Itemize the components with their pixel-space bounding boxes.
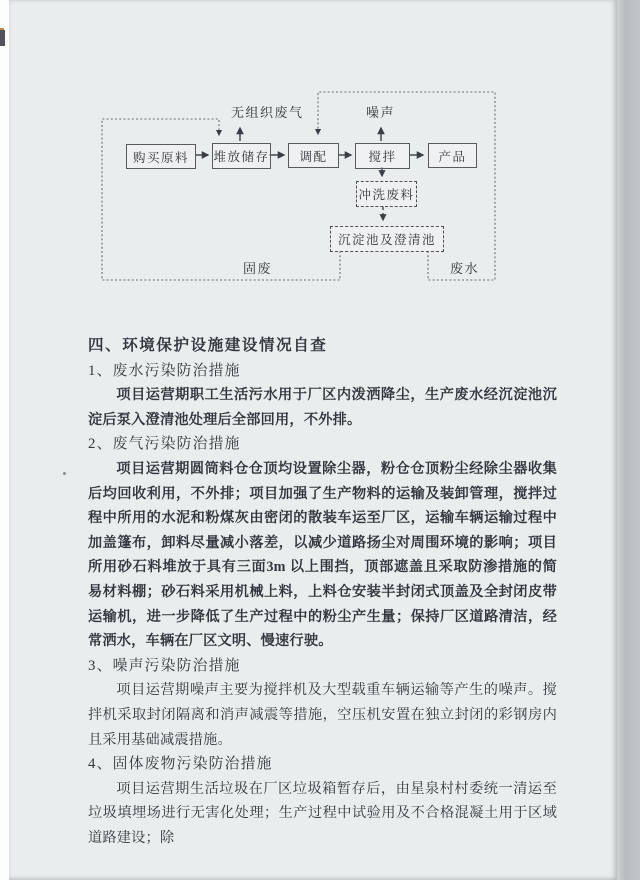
flow-box-product-label: 产品 <box>438 149 467 164</box>
subsection-1-body: 项目运营期职工生活污水用于厂区内泼洒降尘，生产废水经沉淀池沉淀后泵入澄清池处理后全部回用，不外排。 <box>88 387 557 428</box>
flow-box-product <box>428 143 477 168</box>
subsection-2-title: 2、废气污染防治措施 <box>88 436 241 453</box>
subsection-4-title: 4、固体废物污染防治措施 <box>88 756 273 773</box>
subsection-3-title: 3、噪声污染防治措施 <box>88 657 241 674</box>
subsection-4-body: 项目运营期生活垃圾在厂区垃圾箱暂存后，由星泉村村委统一清运至垃圾填埋场进行无害化处理；生产过程中试验用及不合格混凝土用于区域道路建设；除 <box>88 780 557 846</box>
label-solid-waste: 固废 <box>243 261 273 276</box>
subsection-2-body: 项目运营期圆筒料仓仓顶均设置除尘器，粉仓仓顶粉尘经除尘器收集后均回收利用，不外排；项目加强了生产物料的运输及装卸管理，搅拌过程中所用的水泥和粉煤灰由密闭的散装车运至厂区，运输车辆运输过程中加盖篷布，卸料尽量减小落差，以减少道路扬尘对周围环境的影响；项目所用砂石料堆放于具有三面3m 以上围挡，顶部遮盖且采取防渗措施的简易材料棚；砂石料采用机械上料，上料仓安装半封闭式顶盖及全封闭皮带运输机，进一步降低了生产过程中的粉尘产生量；保持厂区道路清洁，经常洒水，车辆在厂区文明、慢速行驶。 <box>88 460 557 650</box>
flow-box-wash-waste-label: 冲洗废料 <box>358 188 415 202</box>
label-noise: 噪声 <box>366 105 396 120</box>
flow-box-blend <box>288 143 339 168</box>
flow-box-sediment-pond-label: 沉淀池及澄清池 <box>337 233 436 247</box>
flow-box-mix-label: 搅拌 <box>368 150 397 164</box>
flow-box-purchase-label: 购买原料 <box>132 150 189 165</box>
label-fugitive-gas: 无组织废气 <box>231 105 304 120</box>
flow-box-mix <box>355 143 410 169</box>
subsection-1-title: 1、废水污染防治措施 <box>88 362 241 379</box>
process-flowchart <box>0 0 640 320</box>
flow-box-purchase <box>126 144 196 169</box>
subsection-3-body: 项目运营期噪声主要为搅拌机及大型载重车辆运输等产生的噪声。搅拌机采取封闭隔离和消声减震等措施，空压机安置在独立封闭的彩钢房内且采用基础减震措施。 <box>88 682 557 748</box>
flow-box-sediment-pond <box>330 226 444 252</box>
flow-box-wash-waste <box>356 181 417 207</box>
scan-speck <box>63 472 66 475</box>
flow-box-blend-label: 调配 <box>299 149 328 164</box>
section-heading: 四、环境保护设施建设情况自查 <box>88 337 328 354</box>
flow-box-storage-label: 堆放储存 <box>213 150 270 164</box>
flow-box-storage <box>212 143 271 169</box>
label-wastewater: 废水 <box>450 261 480 276</box>
report-text <box>88 334 557 850</box>
